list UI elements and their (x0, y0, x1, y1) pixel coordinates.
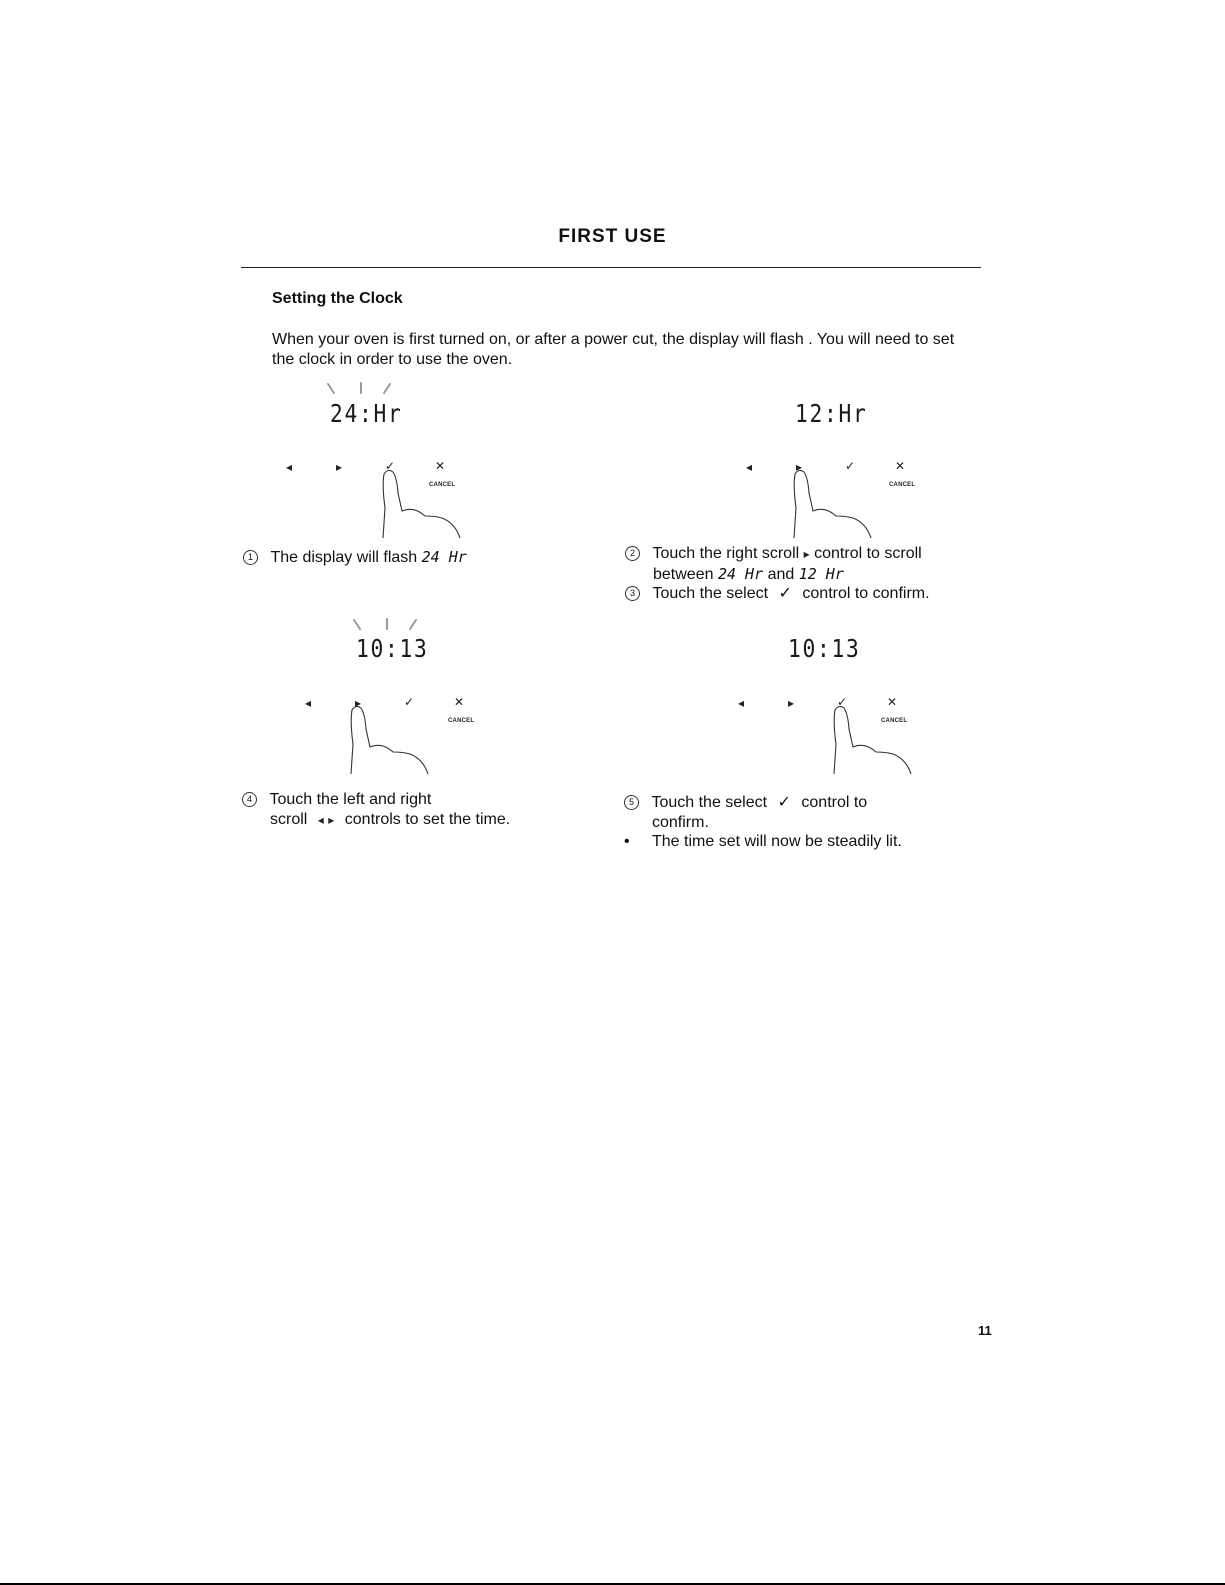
right-scroll-icon: ▸ (355, 696, 362, 710)
select-icon: ✓ (404, 695, 415, 709)
right-scroll-icon: ▸ (803, 547, 810, 561)
step-text: controls to set the time. (344, 811, 511, 828)
step-number-icon: 4 (242, 792, 257, 807)
step-number-icon: 5 (624, 795, 639, 810)
segment-display-text: 24 Hr (717, 565, 764, 583)
left-scroll-icon: ◂ (317, 813, 324, 827)
step-text: Touch the right scroll (652, 545, 800, 562)
step-4 (242, 790, 582, 830)
step-3 (625, 584, 985, 604)
step-text: and (767, 566, 795, 583)
cancel-icon: ✕ (887, 695, 898, 709)
cancel-label: CANCEL (881, 718, 908, 724)
step-text: The time set will now be steadily lit. (652, 833, 902, 850)
cancel-label: CANCEL (429, 482, 456, 488)
select-icon: ✓ (837, 695, 848, 709)
step-number-icon: 2 (625, 546, 640, 561)
left-scroll-icon: ◂ (746, 460, 753, 474)
left-scroll-icon: ◂ (286, 460, 293, 474)
step-text: control to scroll (814, 545, 922, 562)
step-text: Touch the select (652, 585, 769, 602)
page-title: FIRST USE (558, 226, 667, 247)
lcd-display: 10:13 (356, 634, 429, 663)
finger-icon (380, 468, 470, 540)
right-scroll-icon: ▸ (796, 460, 803, 474)
step-1 (243, 547, 467, 568)
segment-display-text: 12 Hr (798, 565, 844, 583)
left-scroll-icon: ◂ (305, 696, 312, 710)
page-number: 11 (978, 1323, 992, 1338)
right-scroll-icon: ▸ (788, 696, 795, 710)
step-number-icon: 1 (243, 550, 258, 565)
step-text: scroll (270, 811, 308, 828)
section-title: Setting the Clock (272, 290, 403, 307)
bullet-note (624, 832, 984, 852)
select-icon: ✓ (777, 794, 791, 811)
cancel-icon: ✕ (454, 695, 465, 709)
cancel-icon: ✕ (435, 459, 446, 473)
flash-indicator-icon (326, 381, 396, 397)
step-5 (624, 793, 984, 833)
cancel-icon: ✕ (895, 459, 906, 473)
intro-paragraph: When your oven is first turned on, or after a power cut, the display will flash . You will need to set the clock in order to use the oven. (272, 331, 955, 368)
finger-icon (348, 704, 438, 776)
step-text: Touch the select (651, 794, 768, 811)
step-text: control to (801, 794, 868, 811)
left-scroll-icon: ◂ (738, 696, 745, 710)
select-icon: ✓ (845, 459, 856, 473)
right-scroll-icon: ▸ (328, 813, 335, 827)
lcd-display: 10:13 (788, 634, 861, 663)
step-text: between (653, 566, 714, 583)
lcd-display: 12:Hr (795, 399, 868, 428)
step-number-icon: 3 (625, 586, 640, 601)
flash-indicator-icon (352, 617, 422, 633)
bullet-icon: • (624, 833, 630, 850)
select-icon: ✓ (778, 585, 792, 602)
segment-display-text: 24 Hr (421, 548, 467, 566)
select-icon: ✓ (385, 459, 396, 473)
cancel-label: CANCEL (889, 482, 916, 488)
step-2 (625, 544, 985, 585)
finger-icon (791, 468, 881, 540)
cancel-label: CANCEL (448, 718, 475, 724)
step-text: Touch the left and right (269, 791, 432, 808)
step-text: control to confirm. (802, 585, 930, 602)
finger-icon (831, 704, 921, 776)
right-scroll-icon: ▸ (336, 460, 343, 474)
step-text: The display will flash (270, 549, 418, 566)
lcd-display: 24:Hr (330, 399, 403, 428)
title-divider (241, 267, 981, 268)
step-text: confirm. (652, 814, 709, 831)
